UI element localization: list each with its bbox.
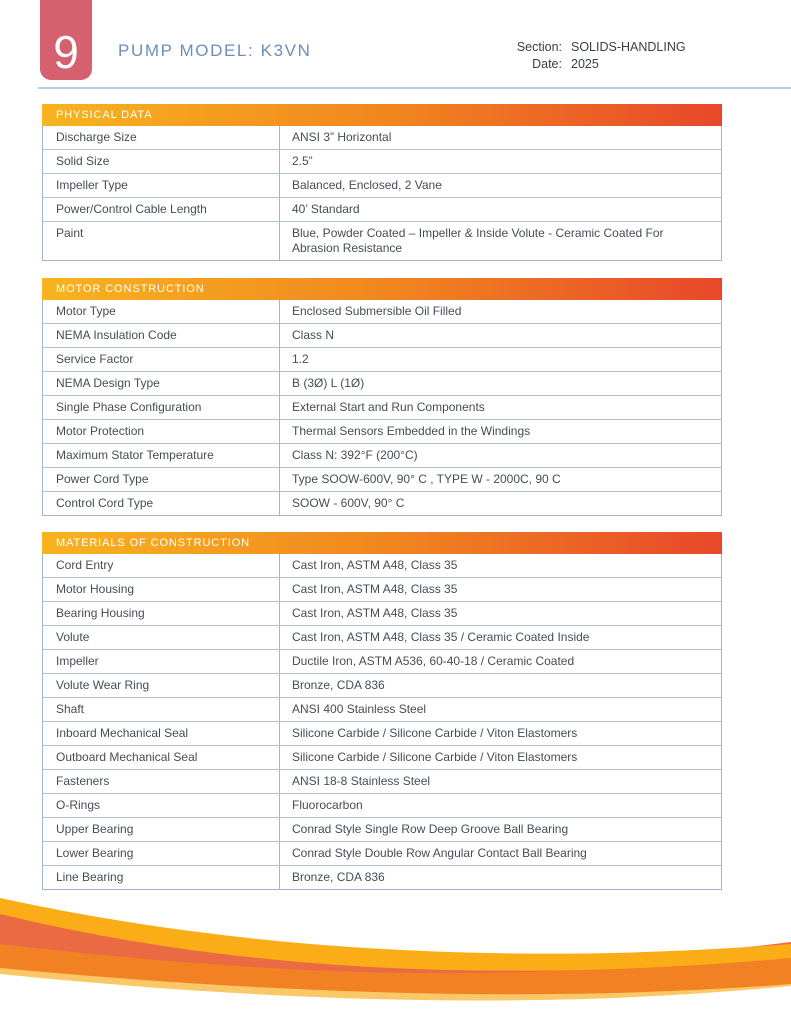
row-value: Type SOOW-600V, 90° C , TYPE W - 2000C, 90 C <box>292 472 561 486</box>
header-divider <box>38 87 791 89</box>
page-number: 9 <box>53 26 79 78</box>
row-value: Bronze, CDA 836 <box>292 870 385 884</box>
row-label: Power Cord Type <box>43 468 280 491</box>
tables-container <box>42 104 722 890</box>
table-title: MOTOR CONSTRUCTION <box>42 278 722 300</box>
table-row <box>43 347 721 371</box>
row-label: Motor Type <box>43 300 280 323</box>
row-value: Enclosed Submersible Oil Filled <box>292 304 462 318</box>
row-label: Line Bearing <box>43 866 280 889</box>
table-row <box>43 300 721 323</box>
row-label: Motor Housing <box>43 578 280 601</box>
table-body <box>42 554 722 890</box>
motor-construction-table <box>42 278 722 516</box>
table-row <box>43 745 721 769</box>
row-label: Solid Size <box>43 150 280 173</box>
table-title: PHYSICAL DATA <box>42 104 722 126</box>
table-row <box>43 323 721 347</box>
row-label: Maximum Stator Temperature <box>43 444 280 467</box>
row-value: Blue, Powder Coated – Impeller & Inside Volute - Ceramic Coated For Abrasion Resistance <box>292 226 664 255</box>
row-label: Service Factor <box>43 348 280 371</box>
row-value: ANSI 18-8 Stainless Steel <box>292 774 431 788</box>
row-label: Volute <box>43 626 280 649</box>
section-value: SOLIDS-HANDLING <box>571 40 686 54</box>
table-row <box>43 721 721 745</box>
row-value: External Start and Run Components <box>292 400 485 414</box>
row-value: Silicone Carbide / Silicone Carbide / Viton Elastomers <box>292 750 578 764</box>
row-value: Cast Iron, ASTM A48, Class 35 <box>292 606 458 620</box>
row-label: Outboard Mechanical Seal <box>43 746 280 769</box>
table-row <box>43 697 721 721</box>
table-row <box>43 221 721 260</box>
row-label: Impeller <box>43 650 280 673</box>
materials-of-construction-table <box>42 532 722 890</box>
table-row <box>43 817 721 841</box>
section-label: Section: <box>516 40 562 54</box>
row-value: B (3Ø) L (1Ø) <box>292 376 365 390</box>
physical-data-table <box>42 104 722 261</box>
table-row <box>43 126 721 149</box>
row-value: Conrad Style Double Row Angular Contact Ball Bearing <box>292 846 587 860</box>
row-label: O-Rings <box>43 794 280 817</box>
row-label: Paint <box>43 222 280 260</box>
row-label: Fasteners <box>43 770 280 793</box>
row-value: Silicone Carbide / Silicone Carbide / Viton Elastomers <box>292 726 578 740</box>
date-label: Date: <box>532 56 562 71</box>
table-row <box>43 625 721 649</box>
row-label: Single Phase Configuration <box>43 396 280 419</box>
row-value: Cast Iron, ASTM A48, Class 35 <box>292 558 458 572</box>
row-label: Power/Control Cable Length <box>43 198 280 221</box>
table-row <box>43 419 721 443</box>
table-row <box>43 673 721 697</box>
table-row <box>43 841 721 865</box>
row-label: Upper Bearing <box>43 818 280 841</box>
row-label: Impeller Type <box>43 174 280 197</box>
table-body <box>42 126 722 261</box>
row-value: Fluorocarbon <box>292 798 363 812</box>
row-label: Volute Wear Ring <box>43 674 280 697</box>
row-value: Cast Iron, ASTM A48, Class 35 <box>292 582 458 596</box>
row-value: SOOW - 600V, 90° C <box>292 496 405 510</box>
page-number-badge <box>40 0 92 80</box>
row-value: Conrad Style Single Row Deep Groove Ball Bearing <box>292 822 569 836</box>
table-row <box>43 554 721 577</box>
section-date-block <box>470 40 730 72</box>
table-row <box>43 371 721 395</box>
page-title: PUMP MODEL: K3VN <box>118 41 312 60</box>
table-row <box>43 601 721 625</box>
row-value: 2.5” <box>292 154 313 168</box>
row-label: Control Cord Type <box>43 492 280 515</box>
row-value: 40’ Standard <box>292 202 360 216</box>
bottom-wave-decoration <box>0 884 791 1024</box>
row-label: Shaft <box>43 698 280 721</box>
row-label: Motor Protection <box>43 420 280 443</box>
row-value: Cast Iron, ASTM A48, Class 35 / Ceramic Coated Inside <box>292 630 590 644</box>
row-label: Lower Bearing <box>43 842 280 865</box>
table-row <box>43 467 721 491</box>
row-value: Class N <box>292 328 335 342</box>
row-value: Balanced, Enclosed, 2 Vane <box>292 178 442 192</box>
row-value: 1.2 <box>292 352 309 366</box>
row-value: Class N: 392°F (200°C) <box>292 448 418 462</box>
row-label: NEMA Design Type <box>43 372 280 395</box>
table-row <box>43 769 721 793</box>
table-row <box>43 395 721 419</box>
date-value: 2025 <box>571 56 599 71</box>
row-value: ANSI 3” Horizontal <box>292 130 392 144</box>
table-row <box>43 491 721 515</box>
row-value: ANSI 400 Stainless Steel <box>292 702 427 716</box>
row-label: NEMA Insulation Code <box>43 324 280 347</box>
row-label: Inboard Mechanical Seal <box>43 722 280 745</box>
table-row <box>43 197 721 221</box>
row-label: Bearing Housing <box>43 602 280 625</box>
row-label: Discharge Size <box>43 126 280 149</box>
table-row <box>43 793 721 817</box>
row-value: Ductile Iron, ASTM A536, 60-40-18 / Ceramic Coated <box>292 654 575 668</box>
row-value: Thermal Sensors Embedded in the Windings <box>292 424 531 438</box>
table-row <box>43 149 721 173</box>
table-body <box>42 300 722 516</box>
table-row <box>43 577 721 601</box>
table-row <box>43 443 721 467</box>
row-label: Cord Entry <box>43 554 280 577</box>
table-row <box>43 649 721 673</box>
row-value: Bronze, CDA 836 <box>292 678 385 692</box>
table-row <box>43 173 721 197</box>
table-title: MATERIALS OF CONSTRUCTION <box>42 532 722 554</box>
